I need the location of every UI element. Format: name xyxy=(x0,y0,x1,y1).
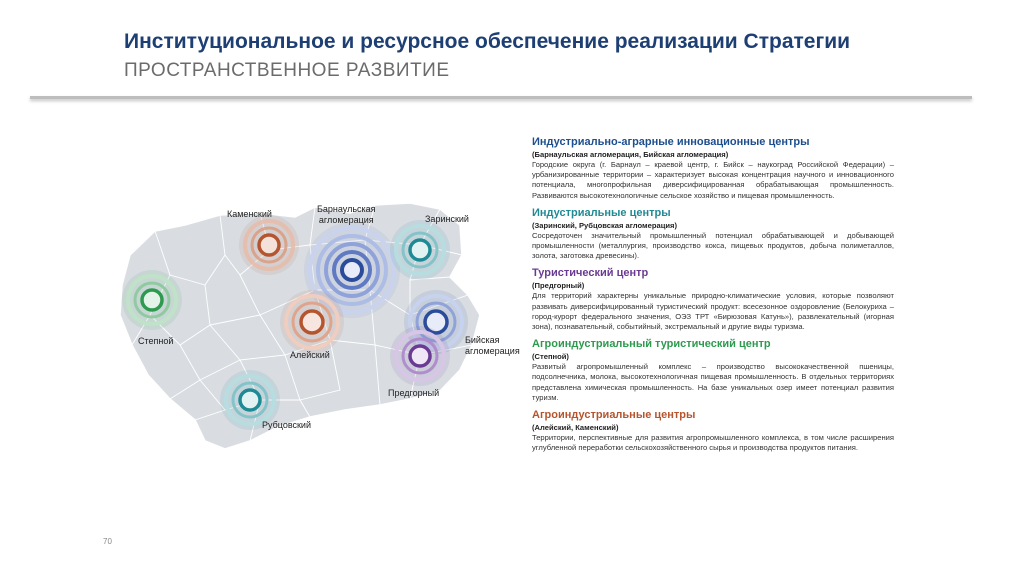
map-label-stepnoy: Степной xyxy=(138,336,174,346)
map-label-predgorny: Предгорный xyxy=(388,388,440,398)
region-map xyxy=(110,195,520,455)
region-map-graphic xyxy=(110,195,505,455)
map-label-biysk-line2: агломерация xyxy=(465,346,520,356)
section-industrial-agrarian xyxy=(532,136,894,201)
section-subtitle: (Алейский, Каменский) xyxy=(532,423,619,433)
page-subtitle: ПРОСТРАНСТВЕННОЕ РАЗВИТИЕ xyxy=(124,60,450,81)
map-label-zarinsky: Заринский xyxy=(425,214,469,224)
map-label-barnaul xyxy=(317,204,376,226)
section-subtitle: (Барнаульская агломерация, Бийская агломерация) xyxy=(532,150,729,159)
predgorny-center-marker xyxy=(390,326,450,386)
map-label-kamensky: Каменский xyxy=(227,209,272,219)
section-agro-industrial xyxy=(532,409,894,453)
map-label-biysk-line1: Бийская xyxy=(465,335,500,345)
section-industrial xyxy=(532,207,894,262)
section-subtitle: (Предгорный) xyxy=(532,281,585,291)
section-body: Городские округа (г. Барнаул – краевой центр, г. Бийск – наукоград Российской Федерации) – урбанизированные территории – характеризует высокая концентрация научного и инновационного потенциала, многопрофильная диверсифицированная обрабатывающая промышленность. Развиваются высокотехнологичные сельское хозяйство и пищевая промышленность. xyxy=(532,160,894,200)
section-body: Сосредоточен значительный промышленный потенциал обрабатывающей и добывающей промышленности (металлургия, производство кокса, пищевых продуктов, добыча полиметаллов, золота, заготовка древесины). xyxy=(532,230,894,261)
section-agro-tourist xyxy=(532,338,894,403)
zarinsky-center-marker xyxy=(390,220,450,280)
section-tourist xyxy=(532,267,894,332)
page-header xyxy=(0,0,1024,100)
stepnoy-center-marker xyxy=(122,270,182,330)
section-body: Развитый агропромышленный комплекс – производство высококачественной пшеницы, подсолнечника, молока, высокотехнологичная пищевая промышленность. В отдельных территориях представлена химическая промышленность. На базе уникальных озер имеет потенциал развития туризм. xyxy=(532,362,894,402)
map-label-aleysky: Алейский xyxy=(290,350,330,360)
section-title: Агроиндустриальный туристический центр xyxy=(532,338,771,351)
header-divider xyxy=(30,96,972,99)
page-number: 70 xyxy=(103,537,112,546)
aleysky-center-marker xyxy=(280,290,344,354)
map-label-biysk xyxy=(465,335,520,357)
centers-description-column xyxy=(532,136,894,459)
section-title: Агроиндустриальные центры xyxy=(532,409,696,422)
page-title: Институциональное и ресурсное обеспечение реализации Стратегии xyxy=(124,30,851,53)
section-subtitle: (Степной) xyxy=(532,352,569,362)
section-subtitle: (Заринский, Рубцовская агломерация) xyxy=(532,220,677,230)
section-title: Индустриальные центры xyxy=(532,206,671,219)
map-label-barnaul-line1: Барнаульская xyxy=(317,204,376,214)
section-body: Территории, перспективные для развития агропромышленного комплекса, в том числе расширения углубленной переработки сельскохозяйственного сырья и производства продуктов питания. xyxy=(532,433,894,453)
section-title: Индустриально-аграрные инновационные центры xyxy=(532,136,810,148)
section-body: Для территорий характерны уникальные природно-климатические условия, которые позволяют развивать диверсифицированный туристический продукт: всесезонное оздоровление (Белокуриха – город-курорт федерального значения, ОЭЗ ТРТ «Бирюзовая Катунь»), развлекательный (игорная зона), познавательный, событийный, экстремальный и другие виды туризма. xyxy=(532,291,894,332)
section-title: Туристический центр xyxy=(532,267,649,280)
map-label-rubtsovsky: Рубцовский xyxy=(262,420,311,430)
map-label-barnaul-line2: агломерация xyxy=(318,215,374,225)
kamensky-center-marker xyxy=(239,215,299,275)
